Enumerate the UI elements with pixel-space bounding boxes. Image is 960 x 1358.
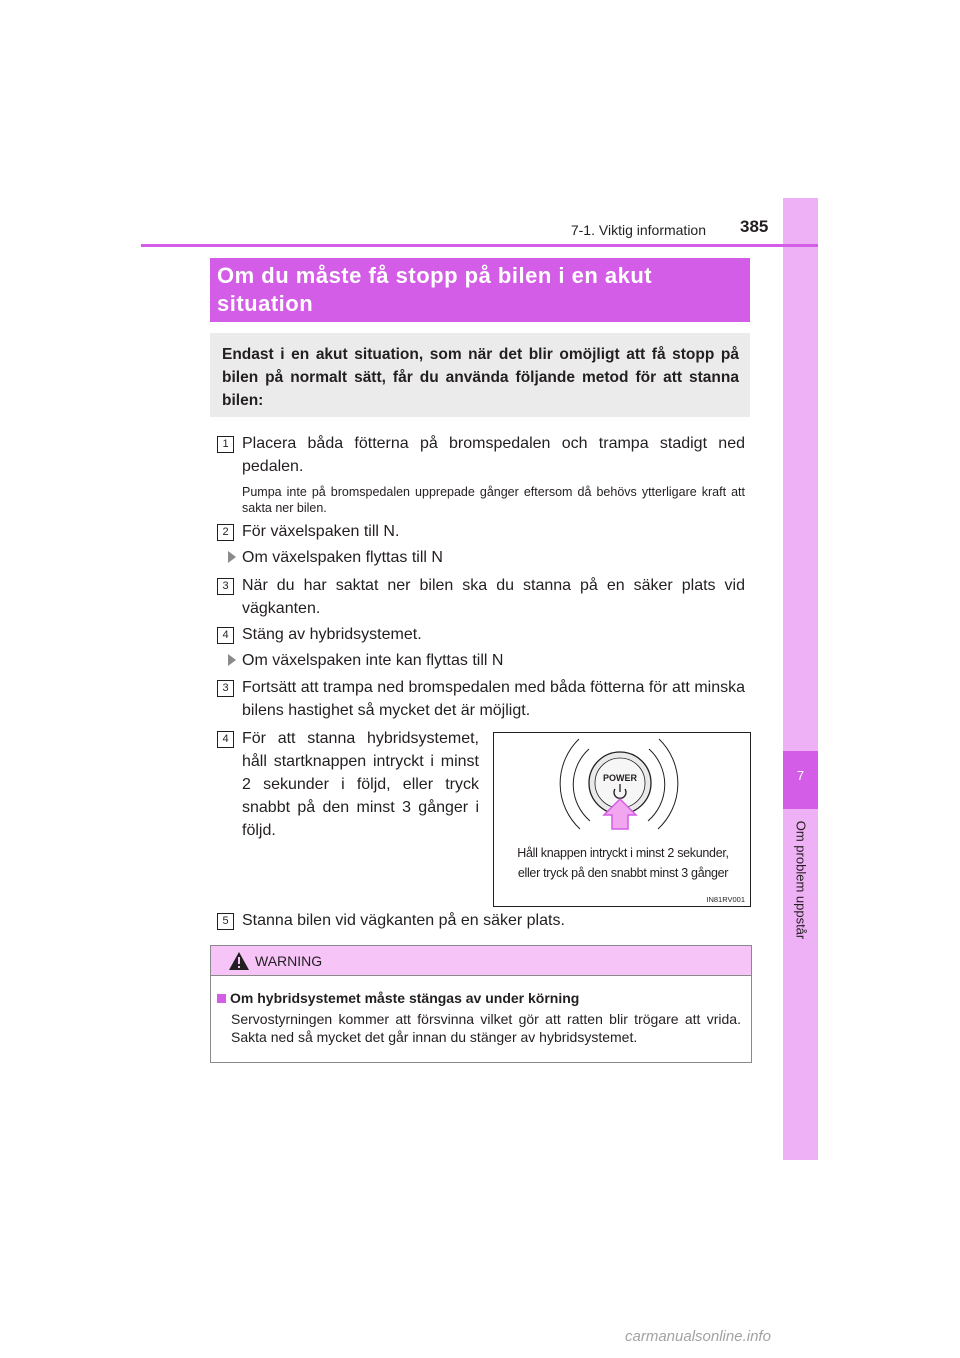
power-button-figure	[493, 732, 751, 907]
intro-text: Endast i en akut situation, som när det blir omöjligt att få stopp på bilen på normalt sätt, får du använda följande metod för att stanna bilen:	[222, 346, 739, 409]
warning-item-text: Servostyrningen kommer att försvinna vilket gör att ratten blir trögare att vrida. Sakta ned så mycket det går innan du stänger av hybridsystemet.	[231, 1011, 741, 1045]
page-title: Om du måste få stopp på bilen i en akut situation	[217, 263, 653, 316]
warning-header	[211, 946, 751, 976]
chapter-number: 7	[796, 768, 805, 783]
step-4b-text: För att stanna hybridsystemet, håll startknappen intryckt i minst 2 sekunder i följd, eller tryck snabbt på den minst 3 gånger i följd.	[242, 730, 479, 839]
step-badge-4b: 4	[217, 731, 234, 748]
step-badge-4: 4	[217, 627, 234, 644]
step-badge-2: 2	[217, 524, 234, 541]
header-rule	[141, 244, 818, 247]
step-badge-3: 3	[217, 578, 234, 595]
warning-label: WARNING	[255, 953, 323, 969]
step-3b-text: Fortsätt att trampa ned bromspedalen med båda fötterna för att minska bilens hastighet så mycket det är möjligt.	[242, 679, 745, 719]
bullet-square-icon	[217, 994, 226, 1003]
arrow-right-icon	[228, 654, 236, 666]
step-badge-3b: 3	[217, 680, 234, 697]
warning-box	[210, 945, 752, 1063]
chapter-title-vertical: Om problem uppstår	[793, 820, 809, 940]
figure-caption: Håll knappen intryckt i minst 2 sekunder, eller tryck på den snabbt minst 3 gånger	[517, 846, 729, 880]
page-number: 385	[740, 217, 769, 236]
chapter-thumb-tab	[783, 198, 818, 1160]
warning-triangle-icon	[228, 951, 250, 971]
case-heading-1: Om växelspaken flyttas till N	[228, 546, 443, 569]
step-1-note: Pumpa inte på bromspedalen upprepade gånger eftersom då behövs ytterligare kraft att sakta ner bilen.	[242, 485, 745, 515]
step-1-text: Placera båda fötterna på bromspedalen och trampa stadigt ned pedalen.	[242, 435, 745, 475]
step-5-text: Stanna bilen vid vägkanten på en säker plats.	[242, 912, 565, 929]
power-button-illustration	[494, 733, 750, 843]
intro-box	[210, 333, 750, 417]
warning-item-title: Om hybridsystemet måste stängas av under körning	[217, 990, 579, 1006]
step-badge-5: 5	[217, 913, 234, 930]
step-badge-1: 1	[217, 436, 234, 453]
figure-code: IN81RV001	[706, 895, 745, 904]
title-band	[210, 258, 750, 322]
watermark: carmanualsonline.info	[625, 1328, 771, 1345]
step-2-text: För växelspaken till N.	[242, 523, 400, 540]
step-3-text: När du har saktat ner bilen ska du stanna på en säker plats vid vägkanten.	[242, 577, 745, 617]
case-heading-2: Om växelspaken inte kan flyttas till N	[228, 649, 503, 672]
arrow-right-icon	[228, 551, 236, 563]
power-button-label: POWER	[602, 773, 638, 783]
step-4-text: Stäng av hybridsystemet.	[242, 626, 422, 643]
